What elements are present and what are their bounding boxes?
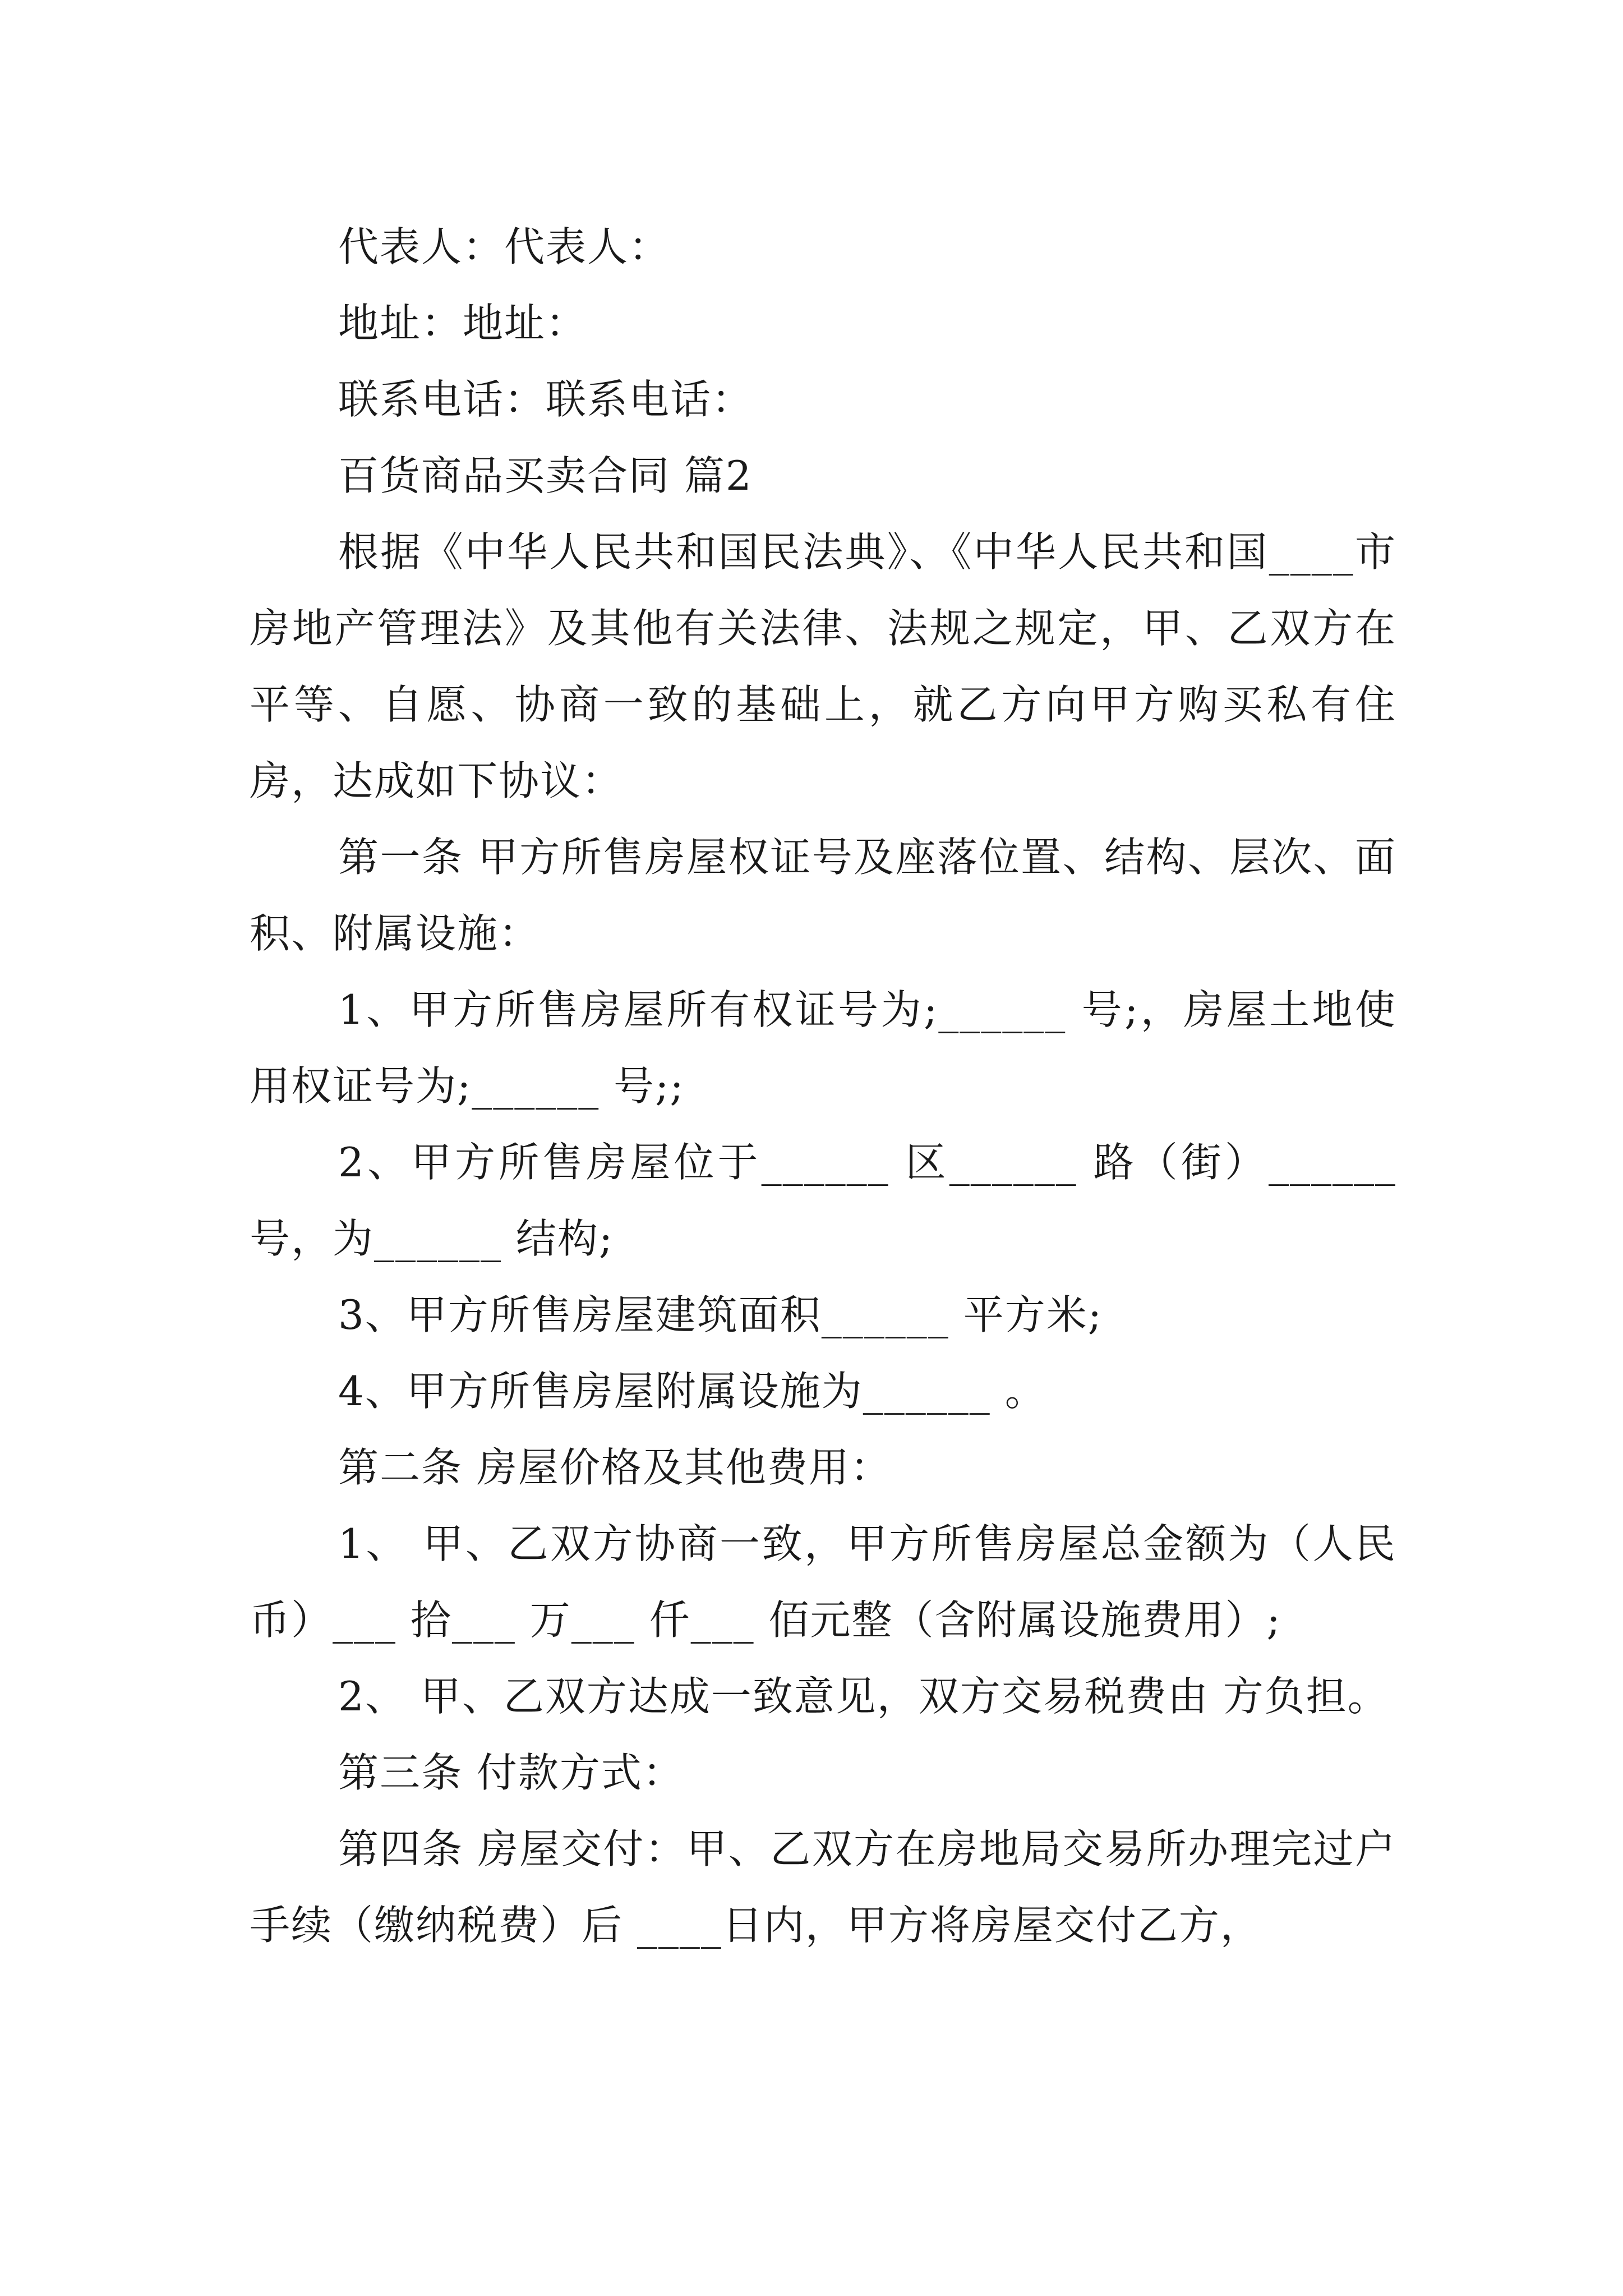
article-2-item-2: 2、 甲、乙双方达成一致意见，双方交易税费由 方负担。 (338, 1673, 1389, 1720)
section-title: 百货商品买卖合同 篇2 (338, 452, 753, 499)
phone-line: 联系电话：联系电话： (338, 376, 754, 423)
article-1-item-1: 1、甲方所售房屋所有权证号为;______ 号;，房屋土地使用权证号为;______ 号;; (250, 986, 1396, 1110)
article-1-item-3: 3、甲方所售房屋建筑面积______ 平方米; (338, 1291, 1103, 1338)
article-3-heading: 第三条 付款方式： (338, 1749, 684, 1796)
article-2-heading: 第二条 房屋价格及其他费用： (338, 1444, 892, 1491)
article-1-item-4: 4、甲方所售房屋附属设施为______ 。 (338, 1368, 1046, 1415)
document-body (250, 209, 1396, 1963)
preamble-paragraph: 根据《中华人民共和国民法典》、《中华人民共和国____市房地产管理法》及其他有关法律、法规之规定，甲、乙双方在平等、自愿、协商一致的基础上，就乙方向甲方购买私有住房，达成如下协议： (250, 528, 1396, 804)
article-4-paragraph: 第四条 房屋交付：甲、乙双方在房地局交易所办理完过户手续（缴纳税费）后 ____日内，甲方将房屋交付乙方， (250, 1825, 1396, 1949)
representative-line: 代表人：代表人： (338, 223, 671, 270)
article-1-item-2: 2、甲方所售房屋位于______ 区______ 路（街）______号，为______ 结构; (250, 1139, 1396, 1262)
article-2-item-1: 1、 甲、乙双方协商一致，甲方所售房屋总金额为（人民币）___ 拾___ 万___ 仟___ 佰元整（含附属设施费用）; (250, 1520, 1396, 1644)
address-line: 地址：地址： (338, 300, 588, 347)
article-1-heading: 第一条 甲方所售房屋权证号及座落位置、结构、层次、面积、附属设施： (250, 834, 1396, 957)
